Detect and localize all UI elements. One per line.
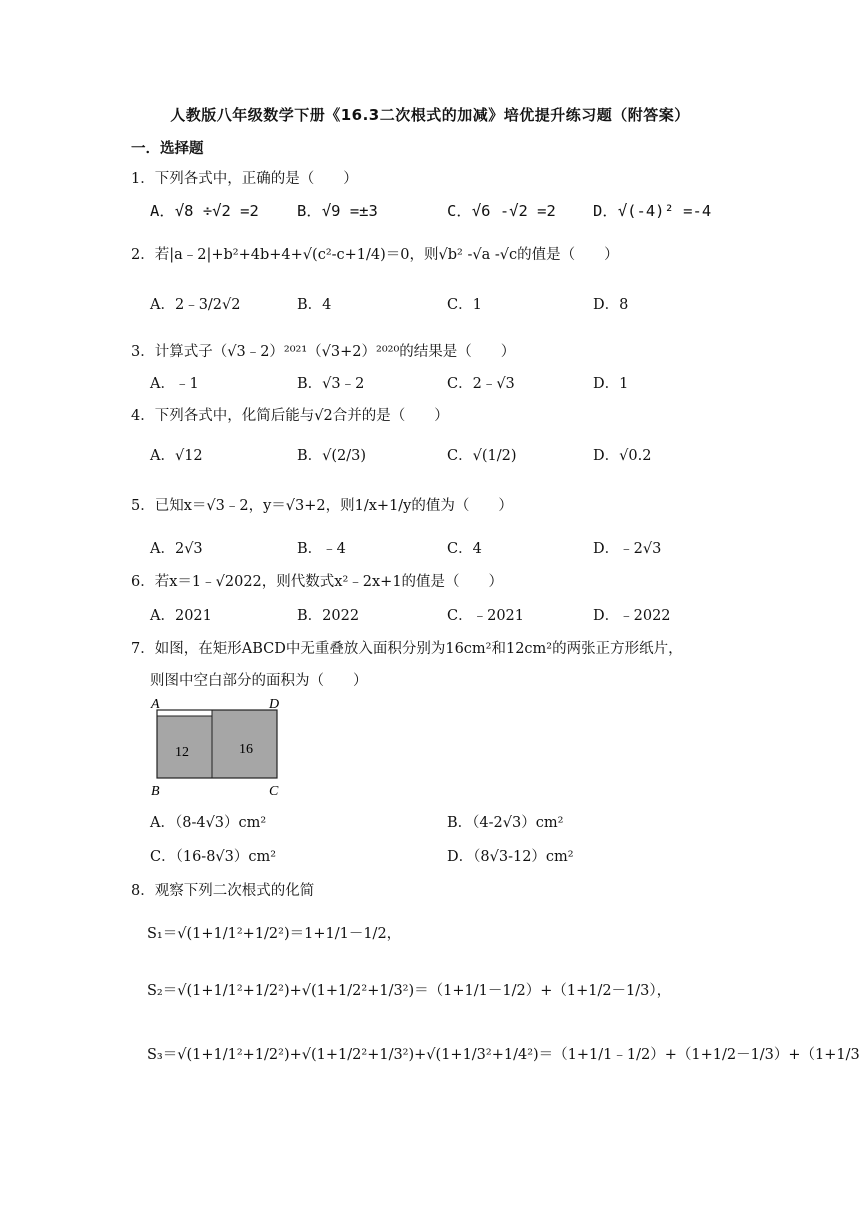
vertex-b: B xyxy=(151,784,160,798)
option-c: C．√(1/2) xyxy=(447,448,517,464)
question-1 xyxy=(131,167,358,188)
large-square-label: 16 xyxy=(239,742,253,757)
option-a: A．﹣1 xyxy=(150,376,199,392)
question-number: 4． xyxy=(131,408,155,424)
option-b: B．2022 xyxy=(297,608,360,624)
question-number: 3． xyxy=(131,344,155,360)
question-3 xyxy=(131,340,515,361)
option-b: B．√3﹣2 xyxy=(297,376,365,392)
option-b: B．（4-2√3）cm² xyxy=(447,815,564,831)
option-a: A．2√3 xyxy=(150,541,203,557)
option-c: C．2﹣√3 xyxy=(447,376,515,392)
option-b: B．﹣4 xyxy=(297,541,346,557)
option-d: D．（8√3-12）cm² xyxy=(447,849,574,865)
series-s3: S₃＝√(1+1/1²+1/2²)+√(1+1/2²+1/3²)+√(1+1/3²+1/4²)＝（1+1/1﹣1/2）+（1+1/2－1/3）+（1+1/3 xyxy=(147,1047,860,1063)
question-4 xyxy=(131,404,449,425)
question-number: 1． xyxy=(131,171,155,187)
option-c: C．﹣2021 xyxy=(447,608,524,624)
question-number: 2． xyxy=(131,247,155,263)
option-d: D．√(-4)² =-4 xyxy=(593,202,712,220)
small-square-label: 12 xyxy=(175,745,189,760)
question-7-options-row2 xyxy=(150,845,790,875)
option-a: A．2﹣3/2√2 xyxy=(150,297,241,313)
option-c: C．1 xyxy=(447,297,482,313)
question-stem: 观察下列二次根式的化简 xyxy=(154,883,315,899)
option-d: D．﹣2√3 xyxy=(593,541,662,557)
question-stem: 若x＝1﹣√2022，则代数式x²﹣2x+1的值是（ ） xyxy=(154,574,504,590)
rectangle-figure xyxy=(147,698,287,802)
option-c: C．（16-8√3）cm² xyxy=(150,849,277,865)
question-7 xyxy=(131,637,683,658)
question-6 xyxy=(131,570,503,591)
question-stem: 如图，在矩形ABCD中无重叠放入面积分别为16cm²和12cm²的两张正方形纸片， xyxy=(154,641,683,657)
rectangle-diagram xyxy=(147,698,287,798)
option-d: D．1 xyxy=(593,376,629,392)
series-s1: S₁＝√(1+1/1²+1/2²)＝1+1/1－1/2， xyxy=(147,926,402,942)
question-4-options xyxy=(150,444,790,474)
question-6-options xyxy=(150,604,790,634)
question-7-continuation: 则图中空白部分的面积为（ ） xyxy=(150,673,368,689)
question-2-options xyxy=(150,293,790,323)
question-number: 8． xyxy=(131,883,155,899)
question-stem: 下列各式中，正确的是（ ） xyxy=(154,171,358,187)
vertex-d: D xyxy=(269,698,280,712)
section-heading: 一．选择题 xyxy=(131,141,204,157)
question-number: 6． xyxy=(131,574,155,590)
vertex-a: A xyxy=(151,698,160,712)
option-c: C．√6 -√2 =2 xyxy=(447,202,556,220)
question-5-options xyxy=(150,537,790,567)
option-a: A．√8 ÷√2 =2 xyxy=(150,202,259,220)
option-a: A．√12 xyxy=(150,448,203,464)
question-5 xyxy=(131,494,513,515)
question-3-options xyxy=(150,372,790,402)
document-title: 人教版八年级数学下册《16.3二次根式的加减》培优提升练习题（附答案） xyxy=(170,106,690,124)
question-2 xyxy=(131,243,619,264)
question-7-options-row1 xyxy=(150,811,790,841)
option-b: B．4 xyxy=(297,297,332,313)
question-number: 7． xyxy=(131,641,155,657)
series-s2: S₂＝√(1+1/1²+1/2²)+√(1+1/2²+1/3²)＝（1+1/1－1/2）+（1+1/2－1/3）， xyxy=(147,983,672,999)
option-a: A．2021 xyxy=(150,608,212,624)
question-stem: 下列各式中，化简后能与√2合并的是（ ） xyxy=(154,408,449,424)
option-b: B．√(2/3) xyxy=(297,448,367,464)
question-stem: 若|a﹣2|+b²+4b+4+√(c²-c+1/4)＝0，则√b² -√a -√c的值是（ ） xyxy=(154,247,619,263)
option-d: D．√0.2 xyxy=(593,448,652,464)
question-number: 5． xyxy=(131,498,155,514)
option-c: C．4 xyxy=(447,541,482,557)
option-a: A．（8-4√3）cm² xyxy=(150,815,267,831)
question-1-options xyxy=(150,199,790,229)
question-stem: 计算式子（√3﹣2）²⁰²¹（√3+2）²⁰²⁰的结果是（ ） xyxy=(154,344,516,360)
vertex-c: C xyxy=(269,784,279,798)
question-stem: 已知x＝√3﹣2，y＝√3+2，则1/x+1/y的值为（ ） xyxy=(154,498,513,514)
option-d: D．8 xyxy=(593,297,629,313)
question-8 xyxy=(131,879,314,900)
option-d: D．﹣2022 xyxy=(593,608,671,624)
option-b: B．√9 =±3 xyxy=(297,202,378,220)
